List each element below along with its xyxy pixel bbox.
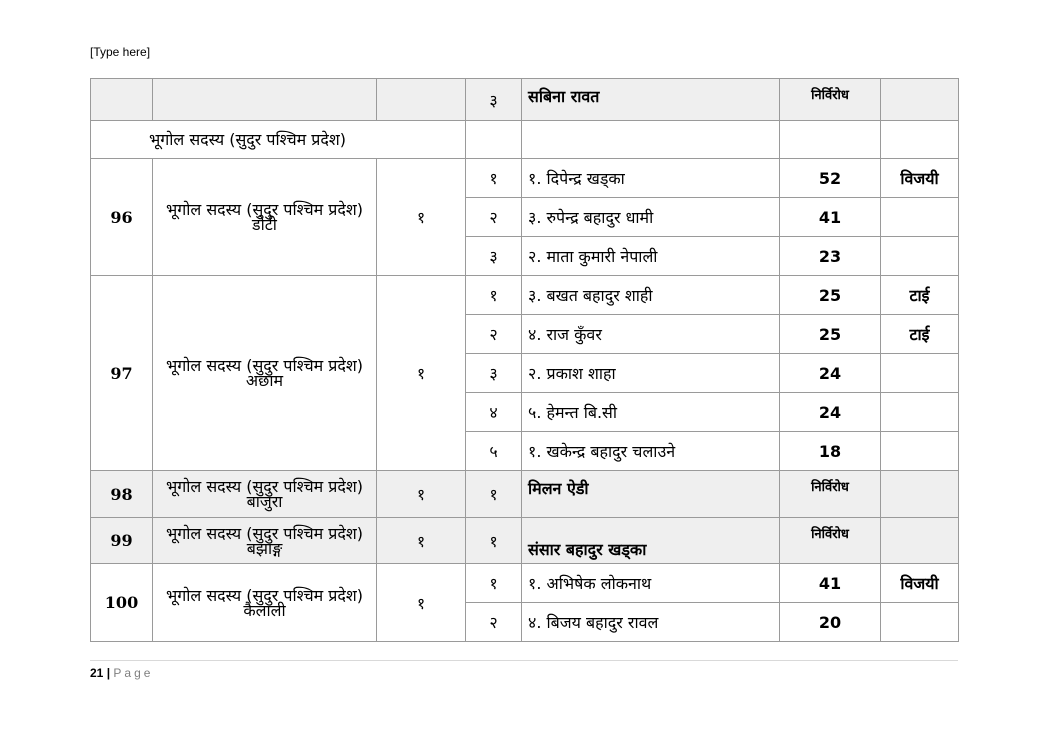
votes-cell: निर्विरोध	[780, 518, 881, 564]
votes-cell: 20	[780, 603, 881, 642]
footer-divider	[90, 660, 958, 661]
result-cell	[881, 237, 959, 276]
result-cell	[881, 471, 959, 518]
result-cell: विजयी	[881, 564, 959, 603]
result-cell	[881, 354, 959, 393]
result-cell	[881, 432, 959, 471]
candidate-name: मिलन ऐडी	[522, 471, 780, 518]
district-name: अछाम	[245, 371, 284, 390]
post-cell	[153, 564, 377, 642]
votes-cell: 18	[780, 432, 881, 471]
candidate-name: १. अभिषेक लोकनाथ	[522, 564, 780, 603]
post-title: भूगोल सदस्य (सुदुर पश्चिम प्रदेश)	[166, 523, 363, 543]
table-row	[91, 79, 959, 121]
candidate-name: ३. बखत बहादुर शाही	[522, 276, 780, 315]
rank-cell: ३	[466, 79, 522, 121]
votes-cell: 25	[780, 276, 881, 315]
footer-separator: |	[106, 666, 111, 680]
row-number: 98	[91, 471, 153, 518]
result-cell	[881, 198, 959, 237]
post-title: भूगोल सदस्य (सुदुर पश्चिम प्रदेश)	[166, 477, 363, 496]
post-cell: भूगोल सदस्य (सुदुर पश्चिम प्रदेश)	[91, 121, 466, 159]
district-name: बाजुरा	[246, 492, 283, 511]
candidate-name: ४. बिजय बहादुर रावल	[522, 603, 780, 642]
votes-cell: 52	[780, 159, 881, 198]
cell-empty	[466, 121, 522, 159]
table-row	[91, 276, 959, 315]
rank-cell: १	[466, 564, 522, 603]
page-number: 21	[90, 666, 104, 680]
candidate-name: १. दिपेन्द्र खड्का	[522, 159, 780, 198]
votes-cell: 41	[780, 564, 881, 603]
result-cell	[881, 603, 959, 642]
row-number: 99	[91, 518, 153, 564]
cell-empty	[153, 79, 377, 121]
rank-cell: ३	[466, 237, 522, 276]
district-name: बझाङ्ग	[246, 538, 283, 558]
row-number: 100	[91, 564, 153, 642]
table-row	[91, 518, 959, 564]
candidate-name: ५. हेमन्त बि.सी	[522, 393, 780, 432]
candidate-name: १. खकेन्द्र बहादुर चलाउने	[522, 432, 780, 471]
header-placeholder: [Type here]	[90, 45, 151, 59]
row-number: 96	[91, 159, 153, 276]
candidate-name: २. प्रकाश शाहा	[522, 354, 780, 393]
candidate-name: सबिना रावत	[522, 79, 780, 121]
seats-cell: १	[377, 276, 466, 471]
cell-empty	[522, 121, 780, 159]
votes-cell: 24	[780, 393, 881, 432]
post-title: भूगोल सदस्य (सुदुर पश्चिम प्रदेश)	[166, 356, 363, 375]
result-cell	[881, 393, 959, 432]
table-row	[91, 564, 959, 603]
page-footer	[90, 666, 153, 680]
candidate-name: संसार बहादुर खड्का	[522, 518, 780, 564]
rank-cell: १	[466, 159, 522, 198]
seats-cell: १	[377, 159, 466, 276]
seats-cell: १	[377, 564, 466, 642]
post-cell	[153, 276, 377, 471]
table-row	[91, 471, 959, 518]
result-cell	[881, 518, 959, 564]
row-number: 97	[91, 276, 153, 471]
post-cell	[153, 518, 377, 564]
rank-cell: ४	[466, 393, 522, 432]
rank-cell: १	[466, 276, 522, 315]
rank-cell: १	[466, 518, 522, 564]
result-cell: टाई	[881, 276, 959, 315]
candidate-name: २. माता कुमारी नेपाली	[522, 237, 780, 276]
result-cell: विजयी	[881, 159, 959, 198]
votes-cell: निर्विरोध	[780, 79, 881, 121]
rank-cell: ५	[466, 432, 522, 471]
candidate-name: ३. रुपेन्द्र बहादुर धामी	[522, 198, 780, 237]
cell-empty	[377, 79, 466, 121]
result-cell	[881, 79, 959, 121]
results-table	[90, 78, 959, 642]
seats-cell: १	[377, 471, 466, 518]
post-cell	[153, 471, 377, 518]
page-label: Page	[113, 666, 154, 680]
votes-cell: निर्विरोध	[780, 471, 881, 518]
cell-empty	[91, 79, 153, 121]
post-title: भूगोल सदस्य (सुदुर पश्चिम प्रदेश)	[166, 585, 363, 605]
result-cell: टाई	[881, 315, 959, 354]
votes-cell: 23	[780, 237, 881, 276]
rank-cell: १	[466, 471, 522, 518]
rank-cell: २	[466, 315, 522, 354]
post-title: भूगोल सदस्य (सुदुर पश्चिम प्रदेश)	[166, 200, 363, 219]
rank-cell: २	[466, 603, 522, 642]
post-cell	[153, 159, 377, 276]
table-row	[91, 121, 959, 159]
cell-empty	[780, 121, 881, 159]
rank-cell: २	[466, 198, 522, 237]
rank-cell: ३	[466, 354, 522, 393]
table-row	[91, 159, 959, 198]
candidate-name: ४. राज कुँवर	[522, 315, 780, 354]
votes-cell: 41	[780, 198, 881, 237]
votes-cell: 25	[780, 315, 881, 354]
seats-cell: १	[377, 518, 466, 564]
votes-cell: 24	[780, 354, 881, 393]
cell-empty	[881, 121, 959, 159]
district-name: कैलाली	[243, 600, 286, 620]
district-name: डोटी	[252, 215, 277, 234]
